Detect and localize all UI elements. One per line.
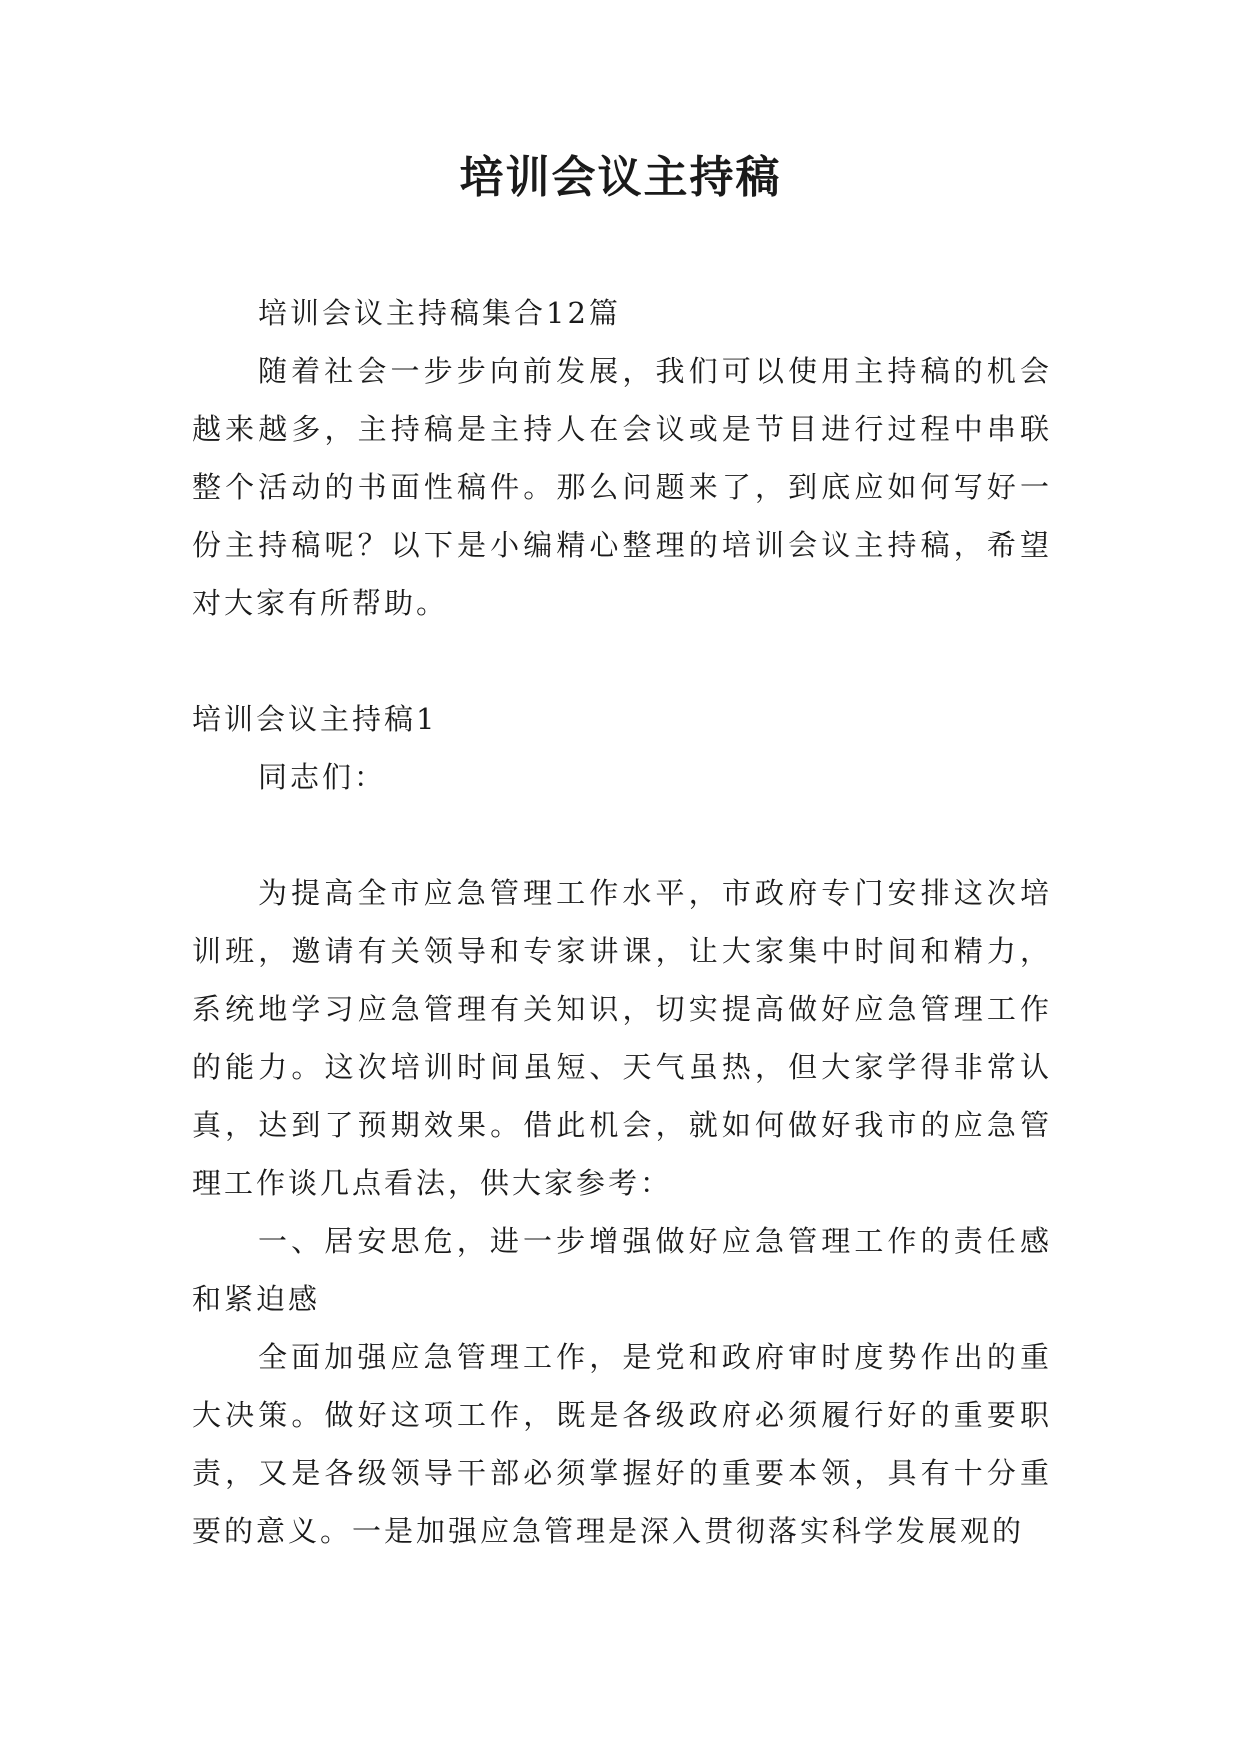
body-paragraph: 为提高全市应急管理工作水平，市政府专门安排这次培训班，邀请有关领导和专家讲课，让大家集中时间和精力，系统地学习应急管理有关知识，切实提高做好应急管理工作的能力。这次培训时间虽短、天气虽热，但大家学得非常认真，达到了预期效果。借此机会，就如何做好我市的应急管理工作谈几点看法，供大家参考： — [192, 876, 1052, 1200]
intro-paragraph: 随着社会一步步向前发展，我们可以使用主持稿的机会越来越多，主持稿是主持人在会议或是节目进行过程中串联整个活动的书面性稿件。那么问题来了，到底应如何写好一份主持稿呢？以下是小编精心整理的培训会议主持稿，希望对大家有所帮助。 — [192, 354, 1052, 620]
salutation: 同志们： — [258, 760, 387, 794]
section-heading: 培训会议主持稿1 — [192, 702, 438, 736]
collection-subtitle: 培训会议主持稿集合12篇 — [258, 296, 621, 330]
body-paragraph: 全面加强应急管理工作，是党和政府审时度势作出的重大决策。做好这项工作，既是各级政府必须履行好的重要职责，又是各级领导干部必须掌握好的重要本领，具有十分重要的意义。一是加强应急管理是深入贯彻落实科学发展观的 — [192, 1340, 1052, 1548]
document-body — [192, 284, 1052, 1560]
document-title: 培训会议主持稿 — [459, 152, 782, 203]
spacer — [192, 806, 1052, 864]
point-heading: 一、居安思危，进一步增强做好应急管理工作的责任感和紧迫感 — [192, 1224, 1052, 1316]
spacer — [192, 632, 1052, 690]
